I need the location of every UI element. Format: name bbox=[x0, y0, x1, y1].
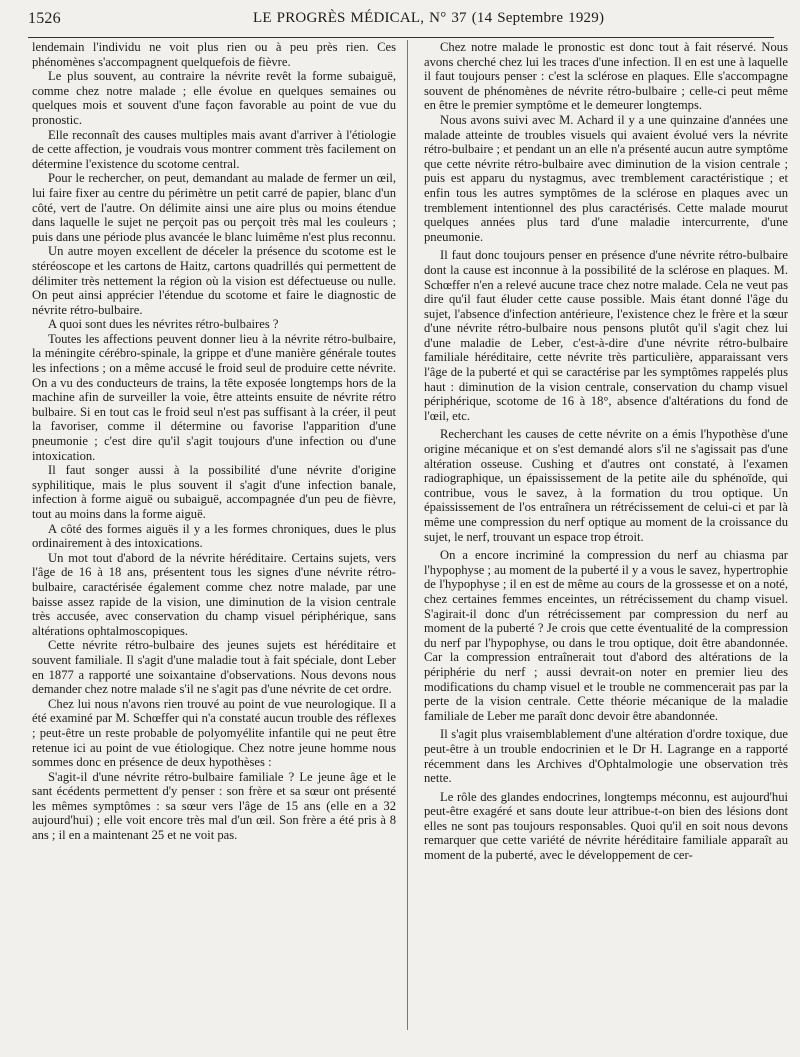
paragraph: Elle reconnaît des causes multiples mais avant d'arriver à l'étiologie de cette affection, je voudrais vous montrer comment très facilement on détermine l'existence du scotome central. bbox=[32, 127, 396, 171]
header-rule bbox=[28, 37, 774, 38]
paragraph: Il faut donc toujours penser en présence d'une névrite rétro-bulbaire dont la cause est inconnue à la possibilité de la sclérose en plaques. M. Schœffer n'en a relevé aucune trace chez notre malade. Cela ne veut pas dire qu'il faut éluder cette cause possible. Mais étant donné l'âge du sujet, l'absence d'infection antérieure, l'existence chez le frère et la sœur d'une névrite rétro-bulbaire nous pensons plutôt qu'il s'agit chez lui d'une maladie de Leber, c'est-à-dire d'une névrite rétro-bulbaire familiale héréditaire, cette névrite très particulière, apparaissant vers l'âge de la puberté et qui se caractérise par les symptômes rappelés plus haut : diminution de la vision centrale, conservation du champ visuel périphérique, scotome de 16 à 18°, absence d'altérations du fond de l'œil, etc. bbox=[424, 248, 788, 423]
paragraph: Cette névrite rétro-bulbaire des jeunes sujets est héréditaire et souvent familiale. Il s'agit d'une maladie tout à fait spéciale, dont Leber en 1877 a rapporté une soixantaine d'observations. Nous devons nous demander chez notre malade s'il ne s'agit pas d'une névrite de cet ordre. bbox=[32, 638, 396, 697]
column-divider bbox=[407, 40, 408, 1030]
paragraph: lendemain l'individu ne voit plus rien ou à peu près rien. Ces phénomènes s'accompagnent quelquefois de fièvre. bbox=[32, 40, 396, 69]
paragraph: Pour le rechercher, on peut, demandant au malade de fermer un œil, lui faire fixer au centre du périmètre un petit carré de papier, blanc d'un côté, vert de l'autre. On délimite ainsi une aire plus ou moins étendue dans laquelle le sujet ne perçoit pas ou perçoit très mal les couleurs ; puis dans une période plus avancée le blanc luimême n'est plus reconnu. bbox=[32, 171, 396, 244]
journal-title: LE PROGRÈS MÉDICAL, N° 37 (14 Septembre 1929) bbox=[253, 10, 605, 26]
paragraph: Recherchant les causes de cette névrite on a émis l'hypothèse d'une origine mécanique et on s'est demandé alors s'il ne s'agissait pas d'une altération osseuse. Cushing et d'autres ont constaté, à l'examen radiographique, un épaississement de la petite aile du sphénoïde, qui contribue, vous le savez, à la formation du trou optique. Un épaississement de l'os entraînera un rétrécissement de celui-ci et par là même une compression du nerf optique au moment de la croissance du sujet, le nerf, trouvant un espace trop étroit. bbox=[424, 427, 788, 544]
paragraph: Un mot tout d'abord de la névrite héréditaire. Certains sujets, vers l'âge de 16 à 18 ans, présentent tous les signes d'une névrite rétro-bulbaire, caractérisée également comme chez notre malade, par une baisse assez rapide de la vision, une diminution de la vision centrale très accusée, avec conservation du champ visuel périphérique, sans altérations ophtalmoscopiques. bbox=[32, 550, 396, 638]
paragraph: S'agit-il d'une névrite rétro-bulbaire familiale ? Le jeune âge et le sant écédents permettent d'y penser : son frère et sa sœur ont présenté les mêmes symptômes : sa sœur vers l'âge de 15 ans (elle en a 32 aujourd'hui) ; elle voit encore très mal d'un œil. Son frère a été pris à 8 ans ; il en a maintenant 25 et ne voit pas. bbox=[32, 769, 396, 843]
paragraph: On a encore incriminé la compression du nerf au chiasma par l'hypophyse ; au moment de la puberté il y a vous le savez, hypertrophie de l'hypophyse ; il en est de même au cours de la grossesse et on a noté, chez certaines femmes enceintes, un rétrécissement du champ visuel. S'agirait-il donc d'un rétrécissement par compression du nerf au moment de la puberté ? Je crois que cette éventualité de la compression du nerf par l'hypophyse, ou dans le trou optique, doit être abandonnée. Car la compression entraînerait tout d'abord des altérations de la périphérie du nerf ; aussi devrait-on noter en premier lieu des modifications du champ visuel et le trouble ne commencerait pas par la perte de la vision centrale. Cette théorie mécanique de la maladie familiale de Leber me paraît donc devoir être abandonnée. bbox=[424, 548, 788, 723]
paragraph: A quoi sont dues les névrites rétro-bulbaires ? bbox=[48, 317, 279, 332]
paragraph: Toutes les affections peuvent donner lieu à la névrite rétro-bulbaire, la méningite cérébro-spinale, la grippe et d'une manière générale toutes les infections ; on a même accusé le froid seul de produire cette névrite. On a vu des conducteurs de trains, la tête exposée longtemps hors de la machine afin de surveiller la voie, être atteints ensuite de névrite rétro bulbaire. Si en tout cas le froid seul n'est pas suffisant à la créer, il peut la favoriser, comme il détermine ou favorise l'apparition d'une pneumonie ; c'est dire qu'il s'agit toujours d'une infection ou d'une intoxication. bbox=[32, 331, 396, 463]
left-column bbox=[32, 40, 396, 843]
paragraph: Il s'agit plus vraisemblablement d'une altération d'ordre toxique, due peut-être à un trouble endocrinien et le Dr H. Lagrange en a rapporté récemment dans les Archives d'Ophtalmologie une observation très nette. bbox=[424, 727, 788, 786]
paragraph: Le rôle des glandes endocrines, longtemps méconnu, est aujourd'hui peut-être exagéré et sans doute leur attribue-t-on bien des lésions dont elles ne sont pas toujours responsables. Quoi qu'il en soit nous devons remarquer que cette variété de névrite héréditaire familiale apparaît au moment de la puberté, avec le développement de cer- bbox=[424, 789, 788, 863]
paragraph: Un autre moyen excellent de déceler la présence du scotome est le stéréoscope et les cartons de Haitz, cartons quadrillés qui permettent de délimiter très nettement la région où la vision est défectueuse ou nulle. On peut ainsi apprécier l'étendue du scotome et faire le diagnostic de névrite rétro-bulbaire. bbox=[32, 244, 396, 317]
paragraph: Chez notre malade le pronostic est donc tout à fait réservé. Nous avons cherché chez lui les traces d'une infection. Il en est une à laquelle il faut toujours penser : c'est la sclérose en plaques. Elle s'accompagne souvent de phénomènes de névrite rétro-bulbaire ; celle-ci peut même en être le premier symptôme et le demeurer longtemps. bbox=[424, 40, 788, 113]
page-number: 1526 bbox=[28, 10, 61, 27]
page-header bbox=[28, 8, 774, 30]
paragraph: Le plus souvent, au contraire la névrite revêt la forme subaiguë, comme chez notre malade ; elle évolue en quelques semaines ou quelques mois et souvent d'une façon favorable au point de vue du pronostic. bbox=[32, 69, 396, 127]
paragraph: Nous avons suivi avec M. Achard il y a une quinzaine d'années une malade atteinte de troubles visuels qui avaient évolué vers la névrite rétro-bulbaire ; et pendant un an elle n'a présenté aucun autre symptôme que cette névrite rétro-bulbaire avec diminution de la vision centrale ; puis est apparu du nystagmus, avec tremblement caractéristique ; et enfin tous les autres symptômes de la sclérose en plaques avec un tremblement intentionnel des plus caractérisés. Cette malade mourut quelques années plus tard d'une maladie intercurrente, d'une pneumonie. bbox=[424, 112, 788, 244]
paragraph: Il faut songer aussi à la possibilité d'une névrite d'origine syphilitique, mais le plus souvent il s'agit d'une infection banale, infection à forme aiguë ou subaiguë, accompagnée d'un peu de fièvre, tout au moins dans la forme aiguë. bbox=[32, 463, 396, 521]
paragraph: Chez lui nous n'avons rien trouvé au point de vue neurologique. Il a été examiné par M. Schœffer qui n'a constaté aucun trouble des réflexes ; peut-être un reste probable de polyomyélite infantile qui ne peut être retenue ici au point de vue étiologique. Chez notre jeune homme nous sommes donc en présence de deux hypothèses : bbox=[32, 696, 396, 770]
paragraph: A côté des formes aiguës il y a les formes chroniques, dues le plus ordinairement à des intoxications. bbox=[32, 521, 396, 551]
right-column bbox=[424, 40, 788, 863]
